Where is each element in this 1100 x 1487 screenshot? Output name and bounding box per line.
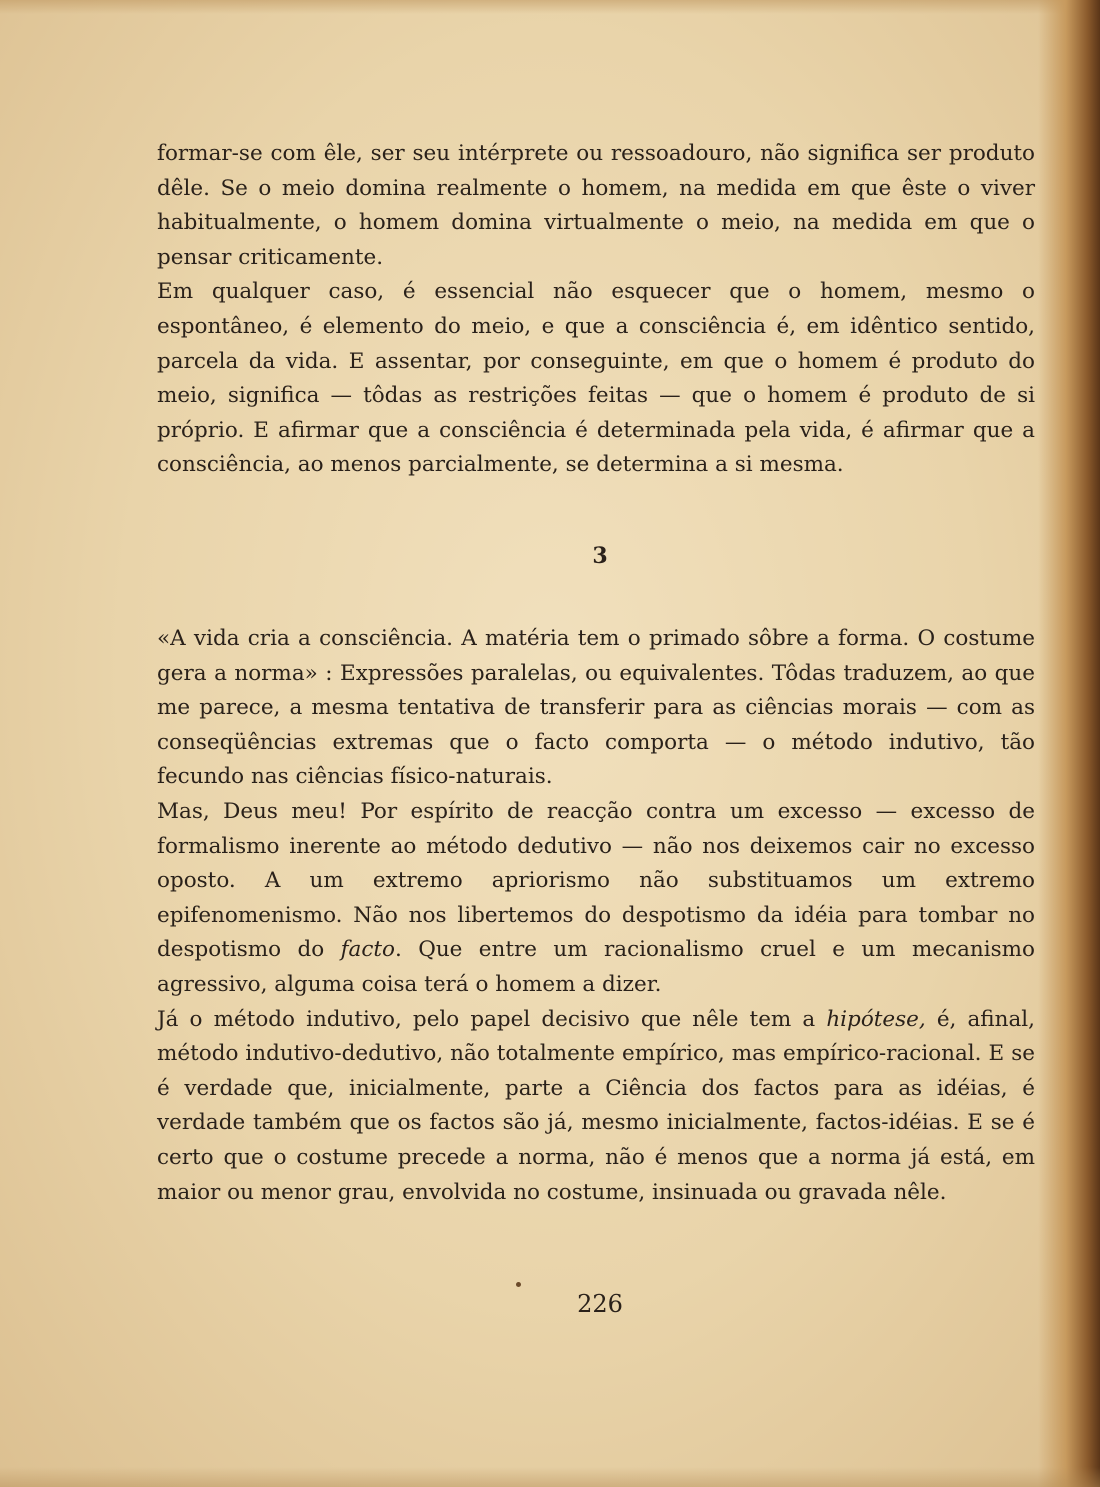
page-bottom-shadow — [0, 1467, 1100, 1487]
page-binding-edge — [1038, 0, 1100, 1487]
paragraph: «A vida cria a consciência. A matéria tem o primado sôbre a forma. O costume gera a norma» : Expressões paralelas, ou equivalentes. Tôdas traduzem, ao que me parece, a mesma tentativa de transferir para as ciências morais — com as conseqüências extremas que o facto comporta — o método indutivo, tão fecundo nas ciências físico-naturais. — [157, 626, 1035, 790]
section-number: 3 — [592, 543, 608, 569]
text-block-bottom — [157, 622, 1035, 1210]
ink-speck — [516, 1282, 521, 1287]
paragraph: formar-se com êle, ser seu intérprete ou ressoadouro, não significa ser produto dêle. Se o meio domina realmente o homem, na medida em que êste o viver habitualmente, o homem domina virtualmente o meio, na medida em que o pensar criticamente. — [157, 141, 1035, 270]
text-block-top — [157, 137, 1035, 483]
paragraph-text: Já o método indutivo, pelo papel decisivo que nêle tem a — [157, 1006, 827, 1032]
page-top-shadow — [0, 0, 1100, 14]
page-number: 226 — [577, 1290, 623, 1318]
paragraph-text: . Que entre um racionalismo cruel e um mecanismo agressivo, alguma coisa terá o homem a dizer. — [157, 937, 1036, 997]
paragraph: Em qualquer caso, é essencial não esquecer que o homem, mesmo o espontâneo, é elemento do meio, e que a consciência é, em idêntico sentido, parcela da vida. E assentar, por conseguinte, em que o homem é produto do meio, significa — tôdas as restrições feitas — que o homem é produto de si próprio. E afirmar que a consciência é determinada pela vida, é afirmar que a consciência, ao menos parcialmente, se determina a si mesma. — [157, 279, 1035, 478]
italic-term: hipótese, — [826, 1006, 926, 1032]
italic-term: facto — [340, 937, 395, 963]
paragraph — [157, 795, 1035, 1003]
paragraph-text: é, afinal, método indutivo-dedutivo, não totalmente empírico, mas empírico-racional. E se é verdade que, inicialmente, parte a Ciência dos factos para as idéias, é verdade também que os factos são já, mesmo inicialmente, factos-idéias. E se é certo que o costume precede a norma, não é menos que a norma já está, em maior ou menor grau, envolvida no costume, insinuada ou gravada nêle. — [157, 1006, 1035, 1205]
paragraph — [157, 1003, 1035, 1211]
paragraph-text: Mas, Deus meu! Por espírito de reacção contra um excesso — excesso de formalismo inerente ao método dedutivo — não nos deixemos cair no excesso oposto. A um extremo apriorismo não substituamos um extremo epifenomenismo. Não nos libertemos do despotismo da idéia para tombar no despotismo do — [157, 798, 1035, 963]
